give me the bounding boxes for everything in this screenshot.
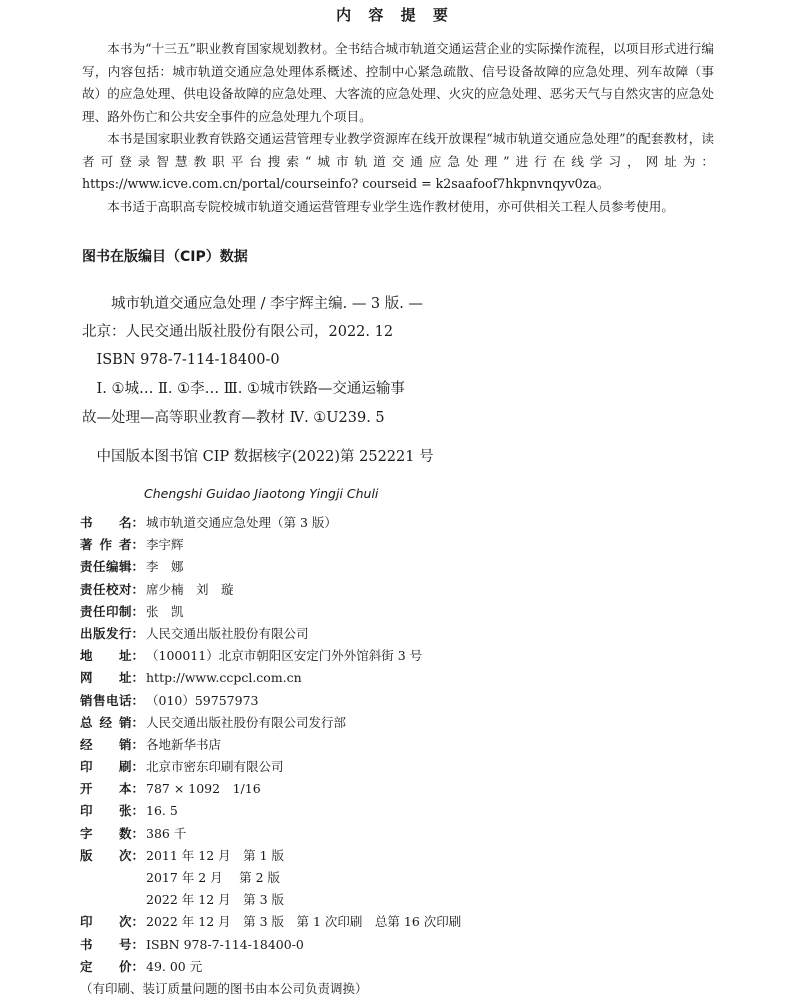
imprint-label-char: 版 xyxy=(92,625,106,641)
imprint-value: 人民交通出版社股份有限公司 xyxy=(146,625,309,641)
imprint-label-char: 数： xyxy=(118,825,144,841)
imprint-label xyxy=(80,734,144,756)
imprint-row xyxy=(80,645,720,667)
page-title: 内 容 提 要 xyxy=(336,6,454,24)
imprint-label-char: 书 xyxy=(80,936,93,952)
imprint-label-char: 任 xyxy=(92,603,106,619)
imprint-row xyxy=(80,712,720,734)
cip-subject-entry xyxy=(82,375,722,433)
imprint-label-char: 编 xyxy=(105,559,119,575)
imprint-label-char: 号： xyxy=(118,936,144,952)
summary-paragraph: 本书适于高职高专院校城市轨道交通运营管理专业学生选作教材使用，亦可供相关工程人员参考使用。 xyxy=(107,198,674,214)
imprint-label-char: 字 xyxy=(80,825,93,841)
quality-note: （有印刷、装订质量问题的图书由本公司负责调换） xyxy=(80,980,368,996)
imprint-row xyxy=(80,911,720,933)
imprint-label-char: 发 xyxy=(105,625,119,641)
imprint-label-char: 书 xyxy=(80,515,93,530)
imprint-label-char: 著 xyxy=(80,537,93,553)
imprint-label-char: 者： xyxy=(118,537,144,553)
imprint-value: （100011）北京市朝阳区安定门外外馆斜街 3 号 xyxy=(146,648,423,664)
imprint-row xyxy=(80,734,720,756)
imprint-row xyxy=(80,601,720,623)
imprint-value: 北京市密东印刷有限公司 xyxy=(146,759,284,775)
imprint-value: 49. 00 元 xyxy=(146,958,203,974)
cip-heading: 图书在版编目（CIP）数据 xyxy=(82,249,248,265)
imprint-label-char: 址： xyxy=(118,670,144,686)
imprint-label-char: 责 xyxy=(80,581,93,597)
imprint-label-char: 印 xyxy=(80,914,93,930)
imprint-value: （010）59757973 xyxy=(146,692,259,708)
imprint-label xyxy=(80,956,144,978)
imprint-value: 386 千 xyxy=(146,825,187,841)
imprint-label xyxy=(80,778,144,800)
imprint-label xyxy=(80,556,144,578)
imprint-label xyxy=(80,911,144,933)
cip-title-line: 城市轨道交通应急处理 / 李宇辉主编. — 3 版. — xyxy=(111,296,423,312)
imprint-row xyxy=(80,512,720,534)
imprint-label-char: 制： xyxy=(118,603,144,619)
cip-main-entry xyxy=(82,290,722,374)
imprint-label-char: 话： xyxy=(118,692,144,708)
imprint-label-char: 任 xyxy=(92,581,106,597)
imprint-value: 人民交通出版社股份有限公司发行部 xyxy=(146,714,347,730)
imprint-row xyxy=(80,534,720,556)
imprint-label xyxy=(80,601,144,623)
imprint-label-char: 销： xyxy=(118,714,144,730)
cip-publisher-line: 北京：人民交通出版社股份有限公司，2022. 12 xyxy=(82,324,394,340)
cip-subject-line: 故—处理—高等职业教育—教材 Ⅳ. ①U239. 5 xyxy=(82,410,385,426)
imprint-label-char: 定 xyxy=(80,958,93,974)
imprint-value: 16. 5 xyxy=(146,803,178,819)
imprint-row xyxy=(80,934,720,956)
imprint-label-char: 辑： xyxy=(118,559,144,575)
imprint-label xyxy=(80,800,144,822)
imprint-label xyxy=(80,667,144,689)
imprint-label-char: 地 xyxy=(80,648,93,664)
imprint-row xyxy=(80,800,720,822)
content-summary xyxy=(82,38,714,218)
imprint-label xyxy=(80,512,144,534)
imprint-label-char: 出 xyxy=(80,625,93,641)
imprint-label-char: 责 xyxy=(80,559,93,575)
imprint-label-char: 对： xyxy=(118,581,144,597)
imprint-label-char: 销 xyxy=(80,692,93,708)
pinyin-title: Chengshi Guidao Jiaotong Yingji Chuli xyxy=(144,486,379,501)
imprint-value: 2011 年 12 月 第 1 版 xyxy=(146,847,285,863)
imprint-label-char: 名： xyxy=(118,515,144,530)
imprint-label xyxy=(80,690,144,712)
cip-subject-line: Ⅰ. ①城… Ⅱ. ①李… Ⅲ. ①城市铁路—交通运输事 xyxy=(96,381,405,397)
imprint-row xyxy=(80,579,720,601)
imprint-value: 2022 年 12 月 第 3 版 xyxy=(146,892,285,908)
imprint-label xyxy=(80,867,144,889)
imprint-label-char: 销： xyxy=(118,736,144,752)
imprint-row xyxy=(80,889,720,911)
cip-verification: 中国版本图书馆 CIP 数据核字(2022)第 252221 号 xyxy=(96,449,434,465)
cip-isbn-line: ISBN 978-7-114-18400-0 xyxy=(96,352,280,368)
imprint-label-char: 网 xyxy=(80,670,93,686)
imprint-label xyxy=(80,534,144,556)
imprint-value: ISBN 978-7-114-18400-0 xyxy=(146,936,304,952)
imprint-label xyxy=(80,645,144,667)
imprint-label-char: 印 xyxy=(105,603,119,619)
imprint-value: 李宇辉 xyxy=(146,537,184,553)
imprint-label-char: 价： xyxy=(118,958,144,974)
summary-paragraph: 本书是国家职业教育铁路交通运营管理专业教学资源库在线开放课程“城市轨道交通应急处理”的配套教材，读者可登录智慧教职平台搜索“城市轨道交通应急处理”进行在线学习，网址为：https://www.icve.com.cn/portal/courseinfo? courseid = k2saafoof7hkpnvnqyv0za。 xyxy=(82,131,714,191)
imprint-label-char: 刷： xyxy=(118,759,144,775)
imprint-label-char: 电 xyxy=(105,692,119,708)
imprint-value: 787 × 1092 1/16 xyxy=(146,781,261,797)
summary-paragraph: 本书为“十三五”职业教育国家规划教材。全书结合城市轨道交通运营企业的实际操作流程，以项目形式进行编写，内容包括：城市轨道交通应急处理体系概述、控制中心紧急疏散、信号设备故障的应急处理、列车故障（事故）的应急处理、供电设备故障的应急处理、大客流的应急处理、火灾的应急处理、恶劣天气与自然灾害的应急处理、路外伤亡和公共安全事件的应急处理九个项目。 xyxy=(82,41,714,124)
imprint-value: 李 娜 xyxy=(146,559,184,575)
imprint-label-char: 责 xyxy=(80,603,93,619)
imprint-label-char: 任 xyxy=(92,559,106,575)
imprint-label-char: 作 xyxy=(99,537,112,553)
imprint-label xyxy=(80,623,144,645)
imprint-value: 2017 年 2 月 第 2 版 xyxy=(146,870,281,885)
imprint-value: http://www.ccpcl.com.cn xyxy=(146,670,302,686)
imprint-label-char: 售 xyxy=(92,692,106,708)
imprint-label xyxy=(80,934,144,956)
imprint-value: 2022 年 12 月 第 3 版 第 1 次印刷 总第 16 次印刷 xyxy=(146,914,462,930)
imprint-value: 各地新华书店 xyxy=(146,736,222,752)
imprint-row xyxy=(80,956,720,978)
imprint-label-char: 次： xyxy=(118,847,144,863)
imprint-label-char: 张： xyxy=(118,803,144,819)
imprint-label-char: 校 xyxy=(105,581,119,597)
imprint-label-char: 本： xyxy=(118,781,144,797)
imprint-label-char: 印 xyxy=(80,803,93,819)
imprint-row xyxy=(80,623,720,645)
imprint-label xyxy=(80,845,144,867)
imprint-row xyxy=(80,867,720,889)
imprint-row xyxy=(80,778,720,800)
imprint-value: 城市轨道交通应急处理（第 3 版） xyxy=(146,515,337,530)
imprint-label-char: 开 xyxy=(80,781,93,797)
imprint-row xyxy=(80,556,720,578)
imprint-row xyxy=(80,690,720,712)
imprint-label-char: 印 xyxy=(80,759,93,775)
imprint-label-char: 经 xyxy=(80,736,93,752)
imprint-label xyxy=(80,579,144,601)
imprint-value: 席少楠 刘 璇 xyxy=(146,581,234,597)
imprint-label-char: 总 xyxy=(80,714,93,730)
imprint-table xyxy=(80,512,720,1000)
imprint-label xyxy=(80,712,144,734)
imprint-label-char: 版 xyxy=(80,847,93,863)
imprint-label xyxy=(80,756,144,778)
imprint-label-char: 经 xyxy=(99,714,112,730)
imprint-row xyxy=(80,667,720,689)
imprint-row xyxy=(80,823,720,845)
imprint-label xyxy=(80,823,144,845)
imprint-label-char: 址： xyxy=(118,648,144,664)
imprint-row xyxy=(80,756,720,778)
imprint-value: 张 凯 xyxy=(146,603,184,619)
imprint-label xyxy=(80,889,144,911)
imprint-label-char: 次： xyxy=(118,914,144,930)
imprint-label-char: 行： xyxy=(118,625,144,641)
imprint-row xyxy=(80,845,720,867)
